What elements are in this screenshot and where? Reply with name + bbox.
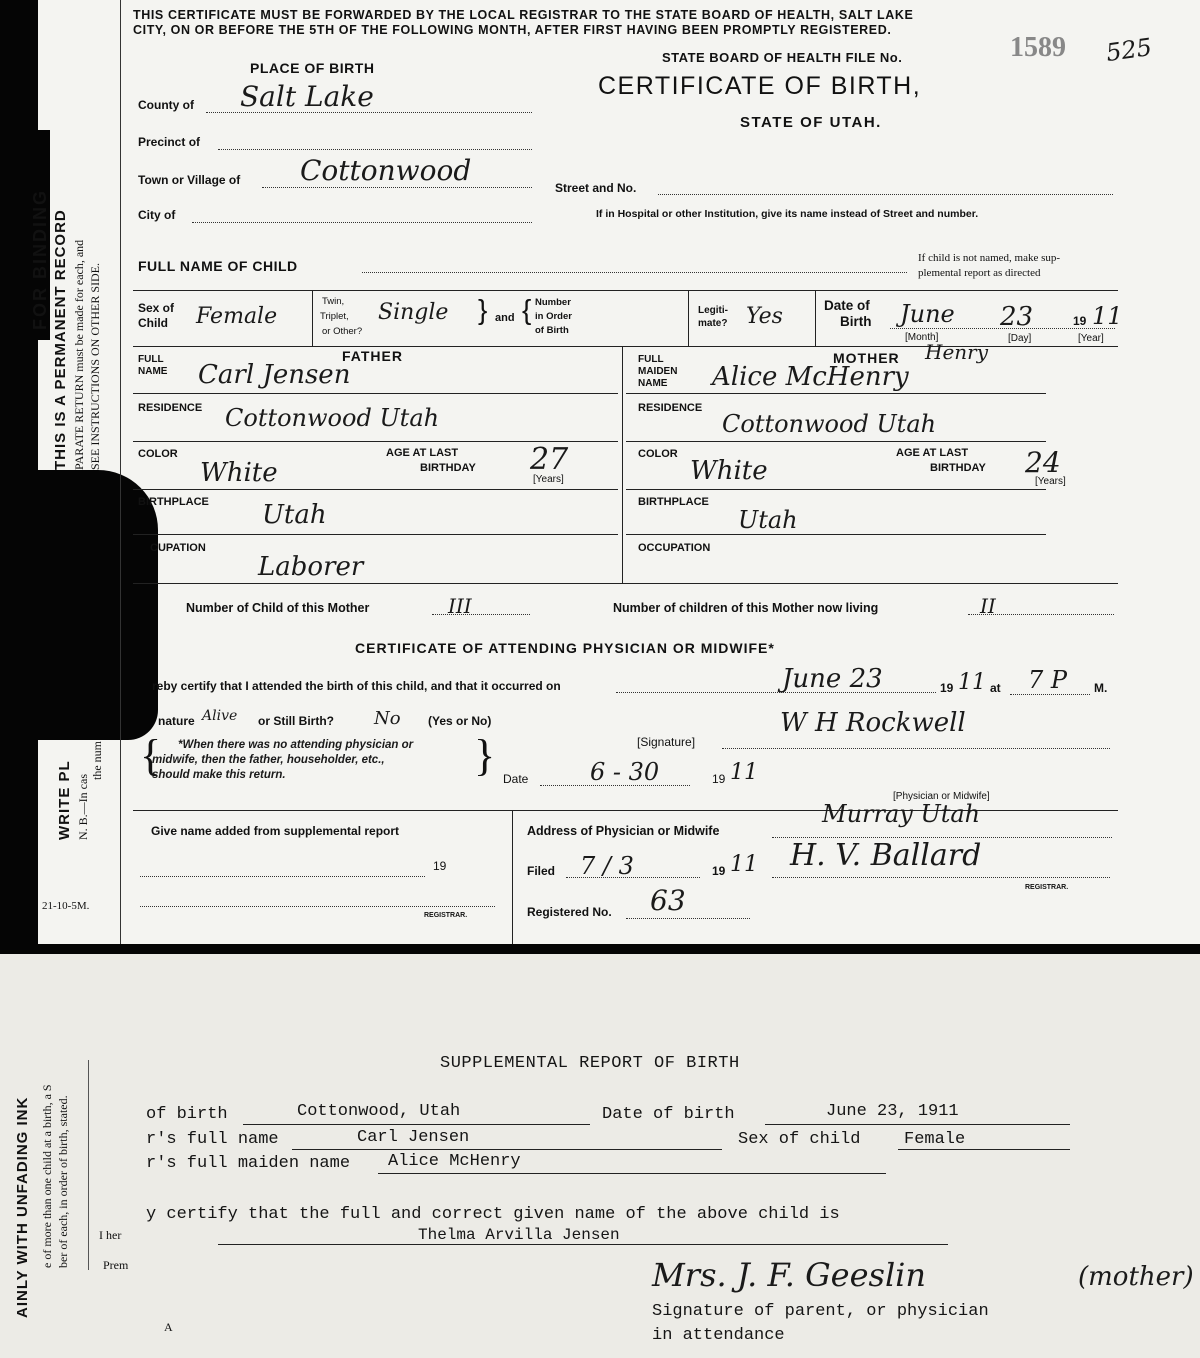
order-label-line2: in Order xyxy=(535,311,572,322)
county-value: Salt Lake xyxy=(240,80,374,113)
father-age-label-line1: AGE AT LAST xyxy=(386,447,459,459)
father-birthplace: Utah xyxy=(262,500,327,530)
order-label-line3: of Birth xyxy=(535,325,569,336)
father-years-caption: [Years] xyxy=(533,474,564,485)
father-full-label: FULL xyxy=(138,354,164,365)
mother-years-caption: [Years] xyxy=(1035,476,1066,487)
mother-occupation-label: OCCUPATION xyxy=(638,542,711,554)
side-binding: FOR BINDING xyxy=(30,189,50,330)
mother-name: Alice McHenry xyxy=(712,362,909,392)
state-of-utah: STATE OF UTAH. xyxy=(740,114,882,131)
given-name: Thelma Arvilla Jensen xyxy=(418,1226,620,1244)
address-label: Address of Physician or Midwife xyxy=(527,824,720,838)
place-of-birth-value: Cottonwood, Utah xyxy=(297,1102,461,1121)
supplemental-registrar-label: REGISTRAR. xyxy=(424,912,468,919)
physician-heading: CERTIFICATE OF ATTENDING PHYSICIAN OR MIDWIFE* xyxy=(355,640,775,656)
father-age: 27 xyxy=(530,442,569,477)
certify-year-suffix: 11 xyxy=(958,670,986,695)
supplemental-name-label: Give name added from supplemental report xyxy=(151,824,400,838)
supplemental-title: SUPPLEMENTAL REPORT OF BIRTH xyxy=(440,1054,740,1073)
date-label: Date xyxy=(503,772,529,786)
torn-edge-middle xyxy=(38,470,158,740)
town-value: Cottonwood xyxy=(300,154,472,187)
left-hereby: I her xyxy=(99,1228,122,1242)
supplemental-side-ink: AINLY WITH UNFADING INK xyxy=(14,1096,31,1318)
sex-label-line1: Sex of xyxy=(138,301,175,315)
filed-year-prefix: 19 xyxy=(712,864,726,878)
signature-text: nature xyxy=(158,714,195,728)
living-count: II xyxy=(980,594,996,618)
mother-residence: Cottonwood Utah xyxy=(722,410,937,438)
twin-label-line1: Twin, xyxy=(322,296,345,307)
mother-maiden-label: MAIDEN xyxy=(638,366,678,377)
father-residence-label: RESIDENCE xyxy=(138,402,203,414)
twin-label-line3: or Other? xyxy=(322,326,363,337)
at-label: at xyxy=(990,681,1001,695)
mother-color-label: COLOR xyxy=(638,448,678,460)
father-full-name-label: r's full name xyxy=(146,1130,279,1149)
yes-no-label: (Yes or No) xyxy=(428,714,492,728)
side-write-plainly: WRITE PL xyxy=(56,760,73,840)
city-label: City of xyxy=(138,208,176,222)
month-caption: [Month] xyxy=(905,332,939,343)
father-occupation: Laborer xyxy=(258,552,364,582)
supplemental-side-more-line1: e of more than one child at a birth, a S xyxy=(40,1084,54,1268)
physician-address: Murray Utah xyxy=(822,800,981,828)
living-count-label: Number of children of this Mother now living xyxy=(613,601,879,615)
still-birth-label: or Still Birth? xyxy=(258,714,334,728)
m-label: M. xyxy=(1094,681,1108,695)
mother-maiden-name-label: r's full maiden name xyxy=(146,1154,351,1173)
father-color: White xyxy=(200,458,278,488)
birth-time: 7 P xyxy=(1028,666,1068,694)
physician-caption: [Physician or Midwife] xyxy=(893,791,990,802)
mother-color: White xyxy=(690,456,768,486)
mother-age-label-line1: AGE AT LAST xyxy=(896,447,969,459)
certificate-title: CERTIFICATE OF BIRTH, xyxy=(598,72,922,100)
signed-date: 6 - 30 xyxy=(590,758,660,786)
registered-number: 63 xyxy=(650,884,686,917)
father-heading: FATHER xyxy=(342,348,403,364)
legit-label-line2: mate? xyxy=(698,318,728,329)
legit-value: Yes xyxy=(746,304,783,329)
date-of-birth-label-line2: Birth xyxy=(840,314,872,329)
father-birthplace-label: BIRTHPLACE xyxy=(138,496,209,508)
order-label-line1: Number xyxy=(535,297,571,308)
physician-signature: W H Rockwell xyxy=(780,708,966,738)
place-of-birth-label: of birth xyxy=(146,1105,228,1124)
file-number-handwritten: 525 xyxy=(1104,32,1154,68)
county-label: County of xyxy=(138,98,194,112)
certify-text: reby certify that I attended the birth of this child, and that it occurred on xyxy=(152,679,561,693)
children-count: III xyxy=(448,594,472,618)
side-permanent-record: THIS IS A PERMANENT RECORD xyxy=(52,209,69,470)
margin-rule xyxy=(120,0,121,944)
precinct-label: Precinct of xyxy=(138,135,201,149)
signed-year-prefix: 19 xyxy=(712,772,726,786)
street-label: Street and No. xyxy=(555,181,637,195)
father-full-name-value: Carl Jensen xyxy=(357,1128,470,1147)
date-of-birth-label-line1: Date of xyxy=(824,298,870,313)
certify-date: June 23 xyxy=(782,664,883,694)
year-caption: [Year] xyxy=(1078,333,1104,344)
children-count-label: Number of Child of this Mother xyxy=(186,601,370,615)
mother-maiden-name-value: Alice McHenry xyxy=(388,1152,521,1171)
date-of-birth-label: Date of birth xyxy=(602,1105,735,1124)
father-name: Carl Jensen xyxy=(198,360,351,390)
sex-of-child-value: Female xyxy=(904,1130,966,1149)
father-name-label: NAME xyxy=(138,366,168,377)
filed-date: 7 / 3 xyxy=(580,852,634,880)
signed-year-suffix: 11 xyxy=(730,760,758,785)
supplemental-certify-text: y certify that the full and correct given name of the above child is xyxy=(146,1205,840,1224)
birth-month: June xyxy=(900,300,955,328)
twin-label-line2: Triplet, xyxy=(320,311,349,322)
birth-year-suffix: 11 xyxy=(1092,302,1123,330)
footnote-line2: midwife, then the father, householder, etc., xyxy=(152,754,385,766)
sex-value: Female xyxy=(196,304,278,329)
side-see-instructions: SEE INSTRUCTIONS ON OTHER SIDE. xyxy=(88,263,102,470)
alive-value: Alive xyxy=(202,708,238,724)
footnote-line1: *When there was no attending physician or xyxy=(178,739,414,751)
full-name-label: FULL NAME OF CHILD xyxy=(138,258,298,274)
signature-label: [Signature] xyxy=(637,735,696,749)
mother-age-label-line2: BIRTHDAY xyxy=(930,462,986,474)
footnote-line3: should make this return. xyxy=(152,769,286,781)
filed-label: Filed xyxy=(527,864,556,878)
father-residence: Cottonwood Utah xyxy=(225,404,440,432)
mother-heading: MOTHER xyxy=(833,350,900,366)
signature-caption-line2: in attendance xyxy=(652,1326,785,1345)
side-separate-return: PARATE RETURN must be made for each, and xyxy=(72,239,86,470)
hospital-note: If in Hospital or other Institution, give its name instead of Street and number. xyxy=(596,208,979,220)
father-color-label: COLOR xyxy=(138,448,178,460)
parent-signature: Mrs. J. F. Geeslin xyxy=(652,1256,927,1294)
mother-full-label: FULL xyxy=(638,354,664,365)
registrar-label: REGISTRAR. xyxy=(1025,884,1069,891)
mother-birthplace: Utah xyxy=(738,506,798,534)
signature-caption-line1: Signature of parent, or physician xyxy=(652,1302,989,1321)
twin-value: Single xyxy=(378,300,449,325)
left-premises: Prem xyxy=(103,1258,129,1272)
supplemental-year-prefix: 19 xyxy=(433,859,447,873)
mother-name-label: NAME xyxy=(638,378,668,389)
supplemental-side-more-line2: ber of each, in order of birth, stated. xyxy=(56,1095,70,1268)
sex-of-child-label: Sex of child xyxy=(738,1130,861,1149)
birth-year-prefix: 19 xyxy=(1073,314,1087,328)
mother-birthplace-label: BIRTHPLACE xyxy=(638,496,709,508)
side-number: the num xyxy=(90,741,104,780)
mother-residence-label: RESIDENCE xyxy=(638,402,703,414)
registered-number-label: Registered No. xyxy=(527,905,612,919)
file-number: 1589 xyxy=(1010,32,1066,63)
place-of-birth-heading: PLACE OF BIRTH xyxy=(250,60,375,76)
left-a: A xyxy=(164,1320,173,1334)
legit-label-line1: Legiti- xyxy=(698,305,728,316)
birth-day: 23 xyxy=(1000,302,1034,332)
day-caption: [Day] xyxy=(1008,333,1032,344)
registrar-signature: H. V. Ballard xyxy=(790,838,982,873)
mother-age: 24 xyxy=(1025,446,1061,479)
mother-name-note: Henry xyxy=(925,340,989,364)
town-label: Town or Village of xyxy=(138,173,241,187)
and-label: and xyxy=(495,312,515,324)
filed-year-suffix: 11 xyxy=(730,852,758,877)
signature-note: (mother) xyxy=(1078,1262,1194,1292)
file-number-label: STATE BOARD OF HEALTH FILE No. xyxy=(662,50,903,65)
certify-year-prefix: 19 xyxy=(940,681,954,695)
father-occupation-label: CUPATION xyxy=(150,542,206,554)
unnamed-note-line1: If child is not named, make sup- xyxy=(918,252,1061,264)
unnamed-note-line2: plemental report as directed xyxy=(918,267,1041,279)
date-of-birth-value: June 23, 1911 xyxy=(826,1102,959,1121)
forwarding-notice-line1: THIS CERTIFICATE MUST BE FORWARDED BY THE LOCAL REGISTRAR TO THE STATE BOARD OF HEALTH, SALT LAKE xyxy=(133,8,914,22)
father-age-label-line2: BIRTHDAY xyxy=(420,462,476,474)
still-birth-value: No xyxy=(374,708,401,729)
sex-label-line2: Child xyxy=(138,316,168,330)
side-nb: N. B.—In cas xyxy=(76,774,90,840)
form-code: 21-10-5M. xyxy=(42,900,90,912)
forwarding-notice-line2: CITY, ON OR BEFORE THE 5TH OF THE FOLLOWING MONTH, AFTER FIRST HAVING BEEN PROMPTLY REGISTERED. xyxy=(133,23,892,37)
